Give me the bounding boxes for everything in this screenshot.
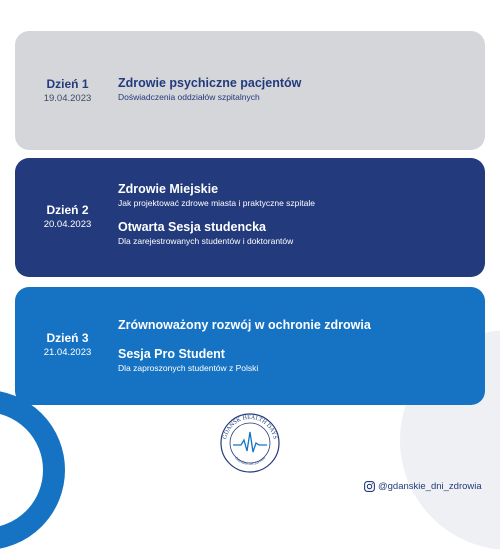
day-date: 19.04.2023 [43, 93, 92, 104]
instagram-handle [364, 481, 482, 492]
day-3-card [15, 287, 485, 405]
session-title: Otwarta Sesja studencka [118, 220, 266, 234]
session-subtitle: Jak projektować zdrowe miasta i praktyczne szpitale [118, 198, 315, 208]
instagram-icon [364, 481, 375, 492]
svg-text:Gdańskie Dni Zdrowia: Gdańskie Dni Zdrowia [233, 455, 267, 467]
day-3-header [15, 331, 120, 358]
day-1-card [15, 31, 485, 150]
day-1-sessions [118, 76, 301, 103]
day-2-header [15, 203, 120, 230]
day-3-sessions [118, 318, 371, 374]
session-title: Sesja Pro Student [118, 347, 225, 361]
day-label: Dzień 1 [46, 77, 89, 91]
day-2-card [15, 158, 485, 277]
session-subtitle: Dla zarejestrowanych studentów i doktorantów [118, 236, 294, 246]
svg-text:GDANSK HEALTH DAYS: GDANSK HEALTH DAYS [222, 414, 278, 440]
heartbeat-icon [219, 412, 281, 474]
gdansk-health-days-logo [219, 412, 281, 474]
session-title: Zdrowie Miejskie [118, 182, 219, 196]
session-title: Zdrowie psychiczne pacjentów [118, 76, 302, 90]
session-subtitle: Dla zaproszonych studentów z Polski [118, 363, 259, 373]
day-2-sessions [118, 182, 315, 247]
session-subtitle: Doświadczenia oddziałów szpitalnych [118, 92, 260, 102]
instagram-handle-text: @gdanskie_dni_zdrowia [378, 481, 482, 492]
day-date: 21.04.2023 [43, 347, 92, 358]
session-title: Zrównoważony rozwój w ochronie zdrowia [118, 318, 371, 332]
day-label: Dzień 3 [46, 331, 89, 345]
day-1-header [15, 77, 120, 104]
day-date: 20.04.2023 [43, 219, 92, 230]
day-label: Dzień 2 [46, 203, 89, 217]
decorative-arc-left [0, 390, 65, 550]
